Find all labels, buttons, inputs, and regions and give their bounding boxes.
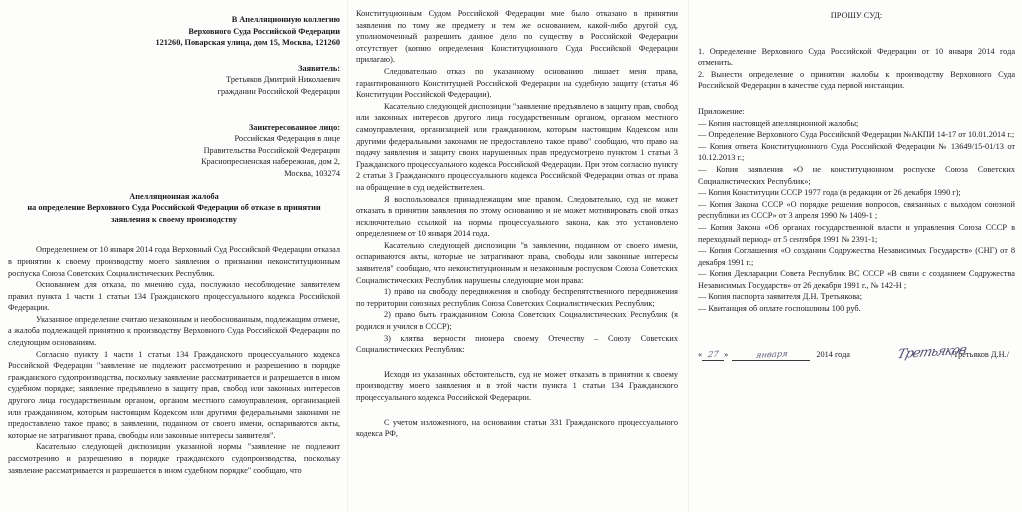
attachment-item: — Копия паспорта заявителя Д.Н. Третьякова; — [698, 292, 863, 302]
request-item: 2. Вынести определение о принятии жалобы к производству Верховного Суда Российской Федерации в качестве суда первой инстанции. — [698, 69, 1015, 91]
attachment-item: — Копия заявления «О не конституционном роспуске Союза Советских Социалистических Республик»; — [698, 164, 1015, 186]
addressee-line: Верховного Суда Российской Федерации — [188, 26, 340, 36]
attachment-item: — Копия настоящей апелляционной жалобы; — [698, 118, 859, 128]
paragraph: Определением от 10 января 2014 года Верховный Суд Российской Федерации отказал в принятии к своему производству моего заявления о признании неконституционным роспуска Союза Советских Социалистических Республик. — [8, 245, 340, 278]
list-item: 2) право быть гражданином Союза Советских Социалистических Республик (я родился и учился в СССР); — [356, 310, 678, 332]
request-item: 1. Определение Верховного Суда Российской Федерации от 10 января 2014 года отменить. — [698, 46, 1015, 68]
interested-party-line: Москва, 103274 — [284, 168, 340, 178]
column-left — [8, 14, 340, 476]
handwritten-day: 27 — [707, 348, 720, 359]
handwritten-month: января — [754, 347, 788, 360]
addressee-block — [8, 14, 340, 49]
attachment-item: — Копия Декларации Совета Республик ВС СССР «В связи с созданием Содружества Независимых Государств» от 26 декабря 1991 г., № 142-Н ; — [698, 269, 1015, 290]
paragraph: Конституционным Судом Российской Федерации мне было отказано в принятии заявления по тому же предмету и тем же основанием, какой-либо другой суд, уполномоченный разрешить данное дело по существу в Российской Федерации отсутствует (копию определения Конституционного Суда Российской Федерации прилагаю). — [356, 9, 678, 65]
signature-typed-name: /Третьяков Д.Н./ — [951, 349, 1009, 359]
applicant-label: Заявитель: — [298, 63, 340, 73]
document-title-line: заявления к своему производству — [111, 214, 237, 224]
applicant-name: Третьяков Дмитрий Николаевич — [226, 75, 340, 85]
date-month-field — [732, 349, 810, 362]
date-open-quote: « — [698, 349, 703, 359]
date-signature-row — [698, 342, 1015, 362]
list-item: 1) право на свободу передвижения и свободу беспрепятственного передвижения по территории союзных республик Союза Советских Социалистических Республик; — [356, 287, 678, 308]
interested-party-line: Краснопресненская набережная, дом 2, — [201, 157, 340, 167]
interested-party-label: Заинтересованное лицо: — [248, 122, 340, 132]
requests-list — [698, 46, 1015, 92]
column-right — [698, 10, 1015, 361]
spacer — [356, 356, 678, 369]
attachments-label: Приложение: — [698, 106, 745, 116]
date-close-quote: » — [724, 349, 729, 359]
addressee-line: В Апелляционную коллегию — [231, 15, 340, 24]
attachment-item: — Копия Закона СССР «О порядке решения вопросов, связанных с выходом союзной республики из СССР» от 3 апреля 1990 № 1409-1 ; — [698, 199, 1015, 221]
paragraph: Я воспользовался принадлежащим мне правом. Следовательно, суд не может отказать в принятии заявления по этому основанию и не может мотивировать свой отказ исключительно ссылкой на нормы процессуального закона, как это установлено определением от 10 января 2014 года. — [356, 194, 678, 239]
paragraph: Указанное определение считаю незаконным и необоснованным, подлежащим отмене, а жалоба подлежащей принятию к производству Верховного Суда Российской Федерации по следующим основаниям. — [8, 314, 340, 348]
attachment-item: — Копия Конституции СССР 1977 года (в редакции от 26 декабря 1990 г); — [698, 188, 961, 198]
attachment-item: — Определение Верховного Суда Российской Федерации №АКПИ 14-17 от 10.01.2014 г.; — [698, 130, 1015, 140]
date-day-field — [702, 349, 724, 362]
attachment-item: — Копия Закона «Об органах государственной власти и управления Союза СССР в переходный период» от 5 сентября 1991 № 2391-1; — [698, 222, 1015, 244]
document-title-line: на определение Верховного Суда Российской Федерации об отказе в принятии — [27, 203, 321, 213]
attachments-list — [698, 118, 1015, 315]
applicant-citizenship: гражданин Российской Федерации — [217, 86, 340, 96]
date-year-label: 2014 года — [816, 349, 850, 359]
paragraph: Исходя из указанных обстоятельств, суд не может отказать в принятии к своему производству моего заявления и в этой части пункта 1 статьи 134 Гражданского процессуального кодекса Российской Федерации. — [356, 369, 678, 402]
page-separator — [688, 0, 689, 512]
petition-heading: ПРОШУ СУД: — [830, 11, 883, 20]
applicant-block — [8, 63, 340, 98]
paragraph: С учетом изложенного, на основании статьи 331 Гражданского процессуального кодекса РФ, — [356, 417, 678, 439]
signature-block — [895, 342, 1009, 362]
spacer — [356, 404, 678, 417]
paragraph: Следовательно отказ по указанному основанию лишает меня права, гарантированного Конституцией Российской Федерации на судебную защиту (статья 46 Конституции Российской Федерации). — [356, 66, 678, 100]
paragraph: Основанием для отказа, по мнению суда, послужило несоблюдение заявителем правил пункта 1 части 1 статьи 134 Гражданского процессуального кодекса Российской Федерации. — [8, 280, 340, 313]
body-text-column-1 — [8, 244, 340, 476]
column-middle — [356, 8, 678, 440]
attachment-item: — Копия Соглашения «О создании Содружества Независимых Государств» (СНГ) от 8 декабря 1991 г.; — [698, 246, 1015, 267]
page-separator — [347, 0, 348, 512]
paragraph: Согласно пункту 1 части 1 статьи 134 Гражданского процессуального кодекса Российской Федерации "заявление не подлежит рассмотрению и разрешению в порядке гражданского судопроизводства, поскольку заявление рассматривается и разрешается в ином судебном порядке; заявление предъявлено в защиту прав, свобод или законных интересов другого лица государственным органом, органом местного самоуправления, организацией или гражданином, которым настоящим Кодексом или другими федеральными законами не предоставлено такое право; в заявлении, поданном от своего имени, оспариваются акты, которые не затрагивают права, свободы или законные интересы заявителя". — [8, 349, 340, 440]
interested-party-block — [8, 122, 340, 180]
signature-scribble: Третьяков — [895, 342, 968, 362]
paragraph: Касательно следующей диспозиции "заявление предъявлено в защиту прав, свобод или законных интересов другого лица государственным органом, органом местного самоуправления, организацией или гражданином, которым настоящим Кодексом или другими федеральными законами не предоставлено такое право" сообщаю, что право на подачу заявления и защиту своих нарушенных прав предусмотрено пунктом 1 статьи 3 Гражданского процессуального кодекса Российской Федерации. При этом согласно пункту 2 статьи 3 Гражданского процессуального кодекса Российской Федерации отказ от права на обращение в суд недействителен. — [356, 101, 678, 192]
attachment-item: — Квитанция об оплате госпошлины 100 руб. — [698, 304, 861, 314]
attachment-item: — Копия ответа Конституционного Суда Российской Федерации № 13649/15-01/13 от 10.12.2013 г.; — [698, 141, 1015, 163]
document-title-line: Апелляционная жалоба — [129, 191, 219, 201]
addressee-line: 121260, Поварская улица, дом 15, Москва, 121260 — [155, 38, 340, 48]
list-item: 3) клятва верности пионера своему Отечеству – Союзу Советских Социалистических Республик: — [356, 333, 678, 355]
document-title — [8, 191, 340, 226]
interested-party-line: Российская Федерация в лице — [234, 134, 340, 144]
paragraph: Касательно следующей диспозиции "в заявлении, поданном от своего имени, оспариваются акты, которые не затрагивают права, свободы или законные интересы заявителя" сообщаю, что неконституционным и незаконным роспуском Союза Советских Социалистических Республик нарушены следующие мои права: — [356, 240, 678, 285]
interested-party-line: Правительства Российской Федерации — [203, 145, 340, 155]
paragraph: Касательно следующей диспозиции указанной нормы "заявление не подлежит рассмотрению и разрешению в порядке гражданского судопроизводства, поскольку заявление рассматривается и разрешается в ином судебном порядке" сообщаю, что — [8, 442, 340, 475]
